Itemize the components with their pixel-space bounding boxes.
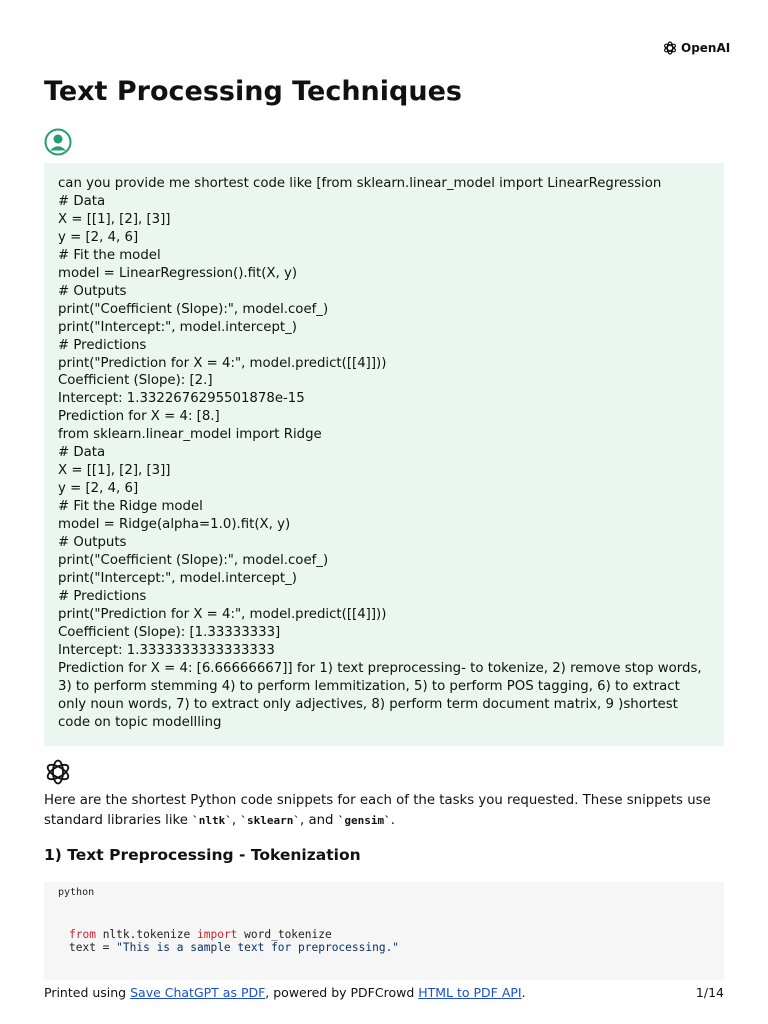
page-title: Text Processing Techniques <box>44 76 462 107</box>
user-message-line: print("Intercept:", model.intercept_) <box>58 319 297 335</box>
user-message-line: print("Prediction for X = 4:", model.predict([[4]])) <box>58 606 387 622</box>
code-token: word_tokenize <box>237 928 332 941</box>
intro-sep: , and <box>300 813 338 828</box>
user-message-line: y = [2, 4, 6] <box>58 229 139 245</box>
user-message-line: print("Coefficient (Slope):", model.coef_) <box>58 301 329 317</box>
user-message-line: # Predictions <box>58 588 147 604</box>
user-message-line: model = LinearRegression().fit(X, y) <box>58 265 298 281</box>
lib-nltk: `nltk` <box>192 814 232 827</box>
user-message-line: # Outputs <box>58 535 127 551</box>
code-keyword: import <box>197 928 238 941</box>
lib-sklearn: `sklearn` <box>240 814 300 827</box>
section-heading-tokenization: 1) Text Preprocessing - Tokenization <box>44 846 361 864</box>
openai-brand <box>662 40 730 56</box>
user-message-line: y = [2, 4, 6] <box>58 481 139 497</box>
user-message-line: # Data <box>58 445 106 461</box>
brand-name: OpenAI <box>681 41 731 55</box>
user-message-line: print("Intercept:", model.intercept_) <box>58 570 297 586</box>
user-message-line: print("Coefficient (Slope):", model.coef_) <box>58 553 329 569</box>
footer <box>44 985 724 1000</box>
user-message-line: Coefficient (Slope): [2.] <box>58 373 213 389</box>
page-number: 1/14 <box>695 985 724 1000</box>
user-message-line: X = [[1], [2], [3]] <box>58 463 171 479</box>
user-message-line: model = Ridge(alpha=1.0).fit(X, y) <box>58 517 291 533</box>
footer-text: Printed using <box>44 985 131 1000</box>
code-string: "This is a sample text for preprocessing." <box>116 941 400 954</box>
footer-text: , powered by PDFCrowd <box>265 985 419 1000</box>
code-keyword: from <box>69 928 96 941</box>
user-message-line: can you provide me shortest code like [from sklearn.linear_model import LinearRegression <box>58 176 662 191</box>
user-message-line: # Fit the model <box>58 247 161 263</box>
user-message <box>44 163 724 746</box>
user-message-line: Intercept: 1.3322676295501878e-15 <box>58 391 305 407</box>
user-message-line: Coefficient (Slope): [1.33333333] <box>58 624 281 640</box>
openai-logo-icon <box>662 40 678 56</box>
user-message-line: Prediction for X = 4: [8.] <box>58 409 220 425</box>
code-token: text = <box>69 941 117 954</box>
user-message-line: X = [[1], [2], [3]] <box>58 211 171 227</box>
code-block[interactable] <box>44 882 724 980</box>
user-message-line: # Outputs <box>58 283 127 299</box>
intro-text: Here are the shortest Python code snippets for each of the tasks you requested. These snippets use standard libraries like <box>44 793 711 828</box>
user-message-line: # Fit the Ridge model <box>58 499 203 515</box>
user-avatar-icon <box>44 128 72 156</box>
chatgpt-icon <box>44 758 72 786</box>
lib-gensim: `gensim` <box>337 814 391 827</box>
user-message-line: # Data <box>58 193 106 209</box>
code-content <box>69 928 399 954</box>
save-chatgpt-link[interactable]: Save ChatGPT as PDF <box>130 985 266 1000</box>
user-message-line: print("Prediction for X = 4:", model.predict([[4]])) <box>58 355 387 371</box>
user-message-line: from sklearn.linear_model import Ridge <box>58 427 322 443</box>
user-message-line: Intercept: 1.3333333333333333 <box>58 642 275 658</box>
html-to-pdf-link[interactable]: HTML to PDF API <box>418 985 522 1000</box>
code-language-label: python <box>58 887 95 898</box>
footer-text: . <box>521 985 526 1000</box>
response-intro <box>44 791 724 831</box>
intro-end: . <box>390 813 395 828</box>
code-token: nltk.tokenize <box>95 928 197 941</box>
user-message-last-paragraph: Prediction for X = 4: [6.66666667]] for 1) text preprocessing- to tokenize, 2) remove stop words, 3) to perform stemming 4) to perform lemmitization, 5) to perform POS tagging, 6) to extract only noun words, 7) to extract only adjectives, 8) perform term document matrix, 9 )shortest code on topic modellling <box>58 660 702 730</box>
user-message-line: # Predictions <box>58 337 147 353</box>
intro-sep: , <box>231 813 241 828</box>
